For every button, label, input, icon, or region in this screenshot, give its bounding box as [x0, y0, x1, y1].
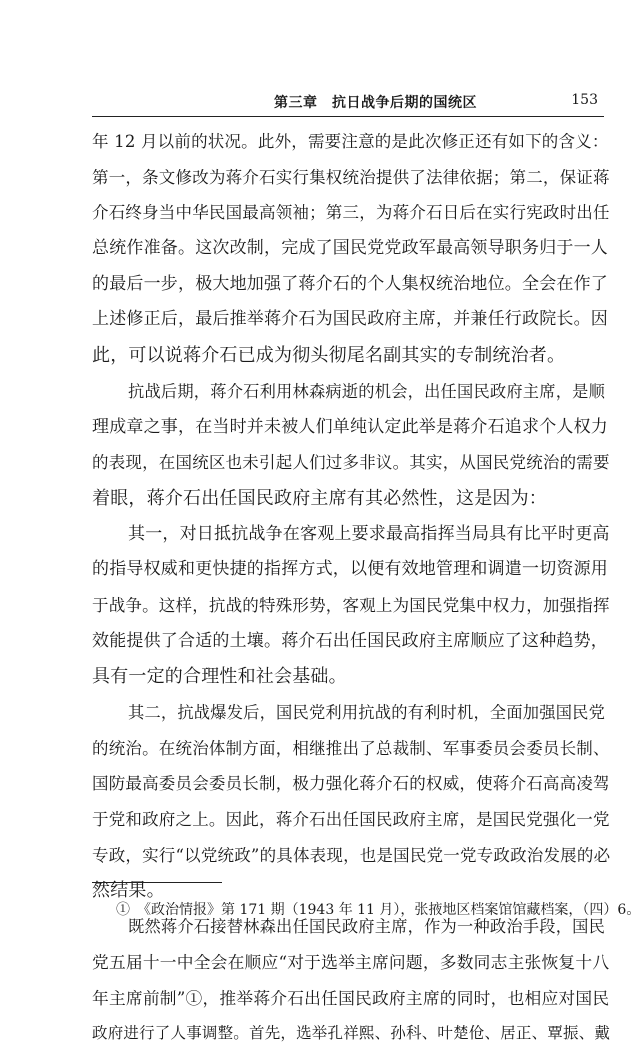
text-line: 上述修正后，最后推举蒋介石为国民政府主席，并兼任行政院长。因	[92, 309, 608, 330]
text-line: 抗战后期，蒋介石利用林森病逝的机会，出任国民政府主席，是顺	[128, 381, 606, 401]
text-line: 然结果。	[92, 880, 165, 902]
text-line: 着眼，蒋介石出任国民政府主席有其必然性，这是因为：	[92, 487, 547, 509]
text-line: 年 12 月以前的状况。此外，需要注意的是此次修正还有如下的含义：	[92, 132, 609, 151]
page-number: 153	[571, 92, 598, 108]
text-line: 此，可以说蒋介石已成为彻头彻尾名副其实的专制统治者。	[92, 345, 566, 367]
running-head	[92, 86, 604, 117]
text-line: 第一，条文修改为蒋介石实行集权统治提供了法律依据；第二，保证蒋	[92, 167, 610, 187]
text-line: 的最后一步，极大地加强了蒋介石的个人集权统治地位。全会在作了	[92, 273, 608, 294]
text-line: 其二，抗战爆发后，国民党利用抗战的有利时机，全面加强国民党	[128, 703, 606, 722]
text-line: 年主席前制”①，推举蒋介石出任国民政府主席的同时，也相应对国民	[92, 987, 610, 1008]
text-line: 既然蒋介石接替林森出任国民政府主席，作为一种政治手段，国民	[128, 917, 606, 937]
text-line: 其一，对日抵抗战争在客观上要求最高指挥当局具有比平时更高	[128, 523, 610, 544]
text-line: 总统作准备。这次改制，完成了国民党党政军最高领导职务归于一人	[92, 238, 608, 259]
text-line: 政府进行了人事调整。首先，选举孔祥熙、孙科、叶楚伧、居正、覃振、戴	[92, 1024, 610, 1043]
text-line: 国防最高委员会委员长制，极力强化蒋介石的权威，使蒋介石高高凌驾	[92, 774, 610, 794]
footnote-divider	[92, 882, 222, 883]
text-line: 效能提供了合适的土壤。蒋介石出任国民政府主席顺应了这种趋势，	[92, 630, 608, 651]
text-line: 理成章之事，在当时并未被人们单纯认定此举是蒋介石追求个人权力	[92, 416, 608, 437]
text-line: 具有一定的合理性和社会基础。	[92, 666, 347, 688]
footnote: ① 《政治情报》第 171 期（1943 年 11 月），张掖地区档案馆馆藏档案，（四）6。	[116, 902, 641, 918]
chapter-title: 第三章 抗日战争后期的国统区	[274, 95, 477, 111]
text-line: 于党和政府之上。因此，蒋介石出任国民政府主席，是国民党强化一党	[92, 810, 610, 830]
text-line: 党五届十一中全会在顺应“对于选举主席问题，多数同志主张恢复十八	[92, 951, 610, 972]
text-line: 的统治。在统治体制方面，相继推出了总裁制、军事委员会委员长制、	[92, 738, 610, 758]
text-line: 于战争。这样，抗战的特殊形势，客观上为国民党集中权力，加强指挥	[92, 595, 610, 615]
text-line: 介石终身当中华民国最高领袖；第三，为蒋介石日后在实行宪政时出任	[92, 203, 610, 223]
text-line: 的表现，在国统区也未引起人们过多非议。其实，从国民党统治的需要	[92, 453, 610, 473]
text-line: 的指导权威和更快捷的指挥方式，以便有效地管理和调遣一切资源用	[92, 559, 608, 580]
text-line: 专政，实行“以党统政”的具体表现，也是国民党一党专政政治发展的必	[92, 845, 610, 865]
